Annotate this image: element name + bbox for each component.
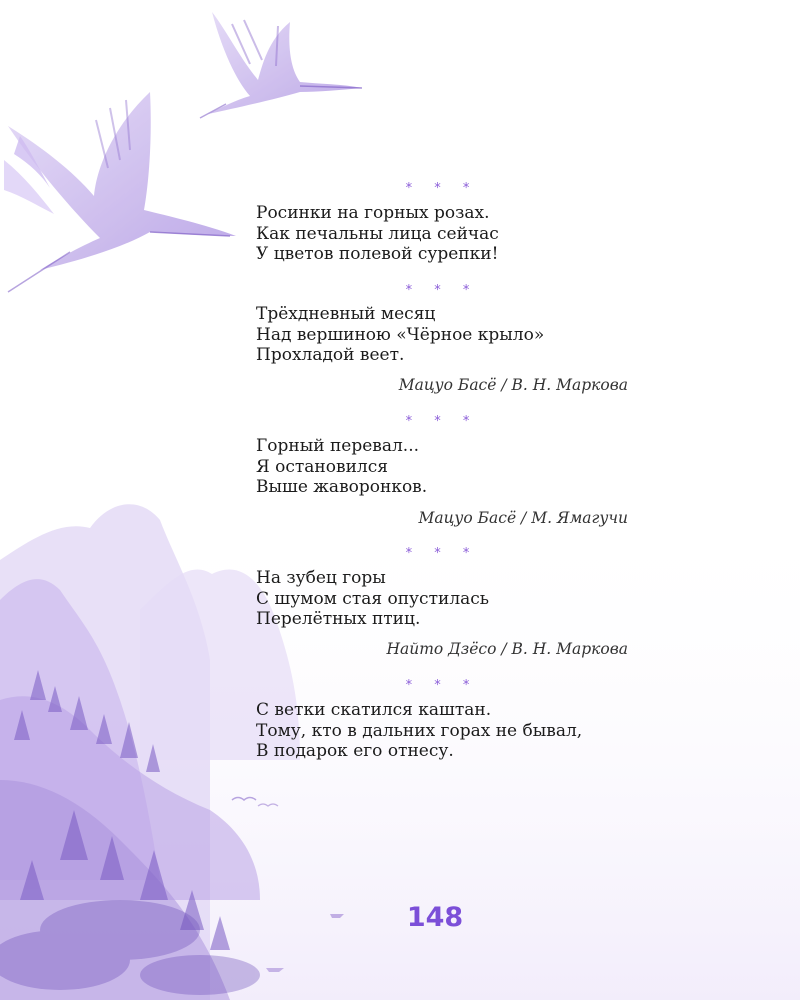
poem-attribution: Найто Дзёсо / В. Н. Маркова [386, 640, 628, 658]
poem-separator: * * * [405, 546, 479, 561]
poem-line: Прохладой веет. [256, 345, 405, 365]
poem-line: Трёхдневный месяц [256, 304, 436, 324]
poem-line: Горный перевал... [256, 436, 420, 456]
poem-separator: * * * [405, 181, 479, 196]
crane-icon [200, 12, 362, 118]
poem-separator: * * * [405, 678, 479, 693]
poem-attribution: Мацуо Басё / М. Ямагучи [418, 509, 628, 527]
poem-line: Тому, кто в дальних горах не бывал, [256, 720, 583, 741]
crane-icon [4, 92, 236, 292]
poem [256, 700, 628, 762]
poem-line: У цветов полевой сурепки! [256, 244, 499, 264]
poem-line: Росинки на горных розах. [256, 203, 490, 223]
poem-separator: * * * [405, 414, 479, 429]
poem-line: С шумом стая опустилась [256, 588, 490, 609]
poem-line: С ветки скатился каштан. [256, 700, 492, 720]
poem-attribution: Мацуо Басё / В. Н. Маркова [398, 376, 628, 394]
poem-line: Над вершиною «Чёрное крыло» [256, 324, 545, 345]
poem-line: Выше жаворонков. [256, 477, 428, 497]
page-number: 148 [406, 902, 464, 933]
poem-line: В подарок его отнесу. [256, 741, 454, 761]
poem [256, 436, 628, 498]
poem [256, 304, 628, 366]
poem-line: Перелётных птиц. [256, 609, 421, 629]
poem [256, 203, 628, 265]
poem-line: На зубец горы [256, 568, 386, 588]
poem [256, 568, 628, 630]
poem-line: Я остановился [256, 456, 388, 477]
poem-separator: * * * [405, 283, 479, 298]
poem-line: Как печальны лица сейчас [256, 223, 499, 244]
